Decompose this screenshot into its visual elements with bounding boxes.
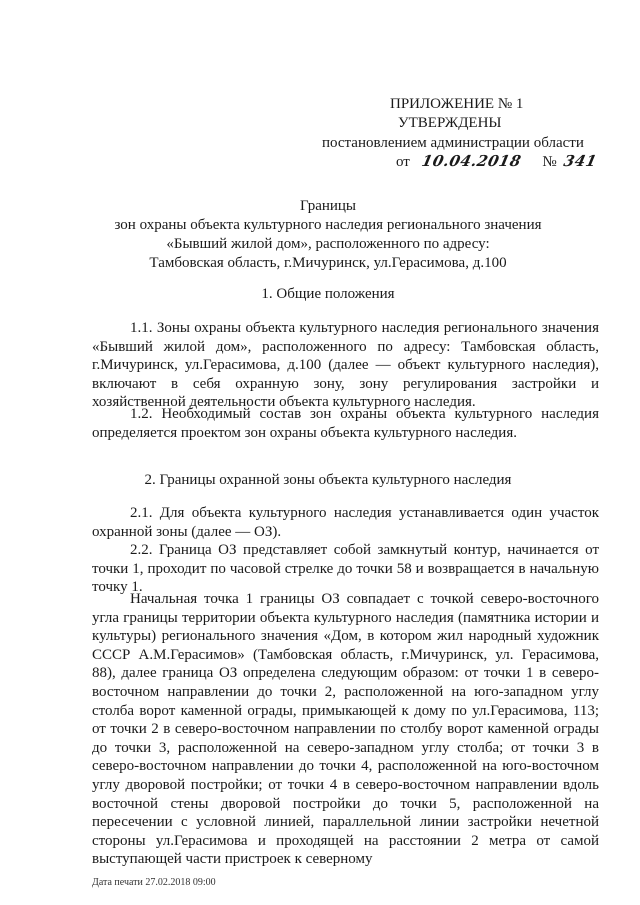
appendix-label: ПРИЛОЖЕНИЕ № 1 <box>390 96 524 112</box>
handwritten-number: 341 <box>562 152 600 170</box>
section-1-heading: 1. Общие положения <box>261 286 395 302</box>
paragraph-1-1: 1.1. Зоны охраны объекта культурного наследия регионального значения «Бывший жилой дом», расположенного по адресу: Тамбовская область, г.Мичуринск, ул.Герасимова, д.100 (далее — объект культурного наследия), включают в себя охранную зону, зону регулирования застройки и хозяйственной деятельности объекта культурного наследия. <box>92 320 599 411</box>
paragraph-2-1: 2.1. Для объекта культурного наследия устанавливается один участок охранной зоны (далее — ОЗ). <box>92 505 599 540</box>
title-line-4: Тамбовская область, г.Мичуринск, ул.Герасимова, д.100 <box>149 255 507 271</box>
from-label: от <box>396 154 410 170</box>
paragraph-1-2: 1.2. Необходимый состав зон охраны объекта культурного наследия определяется проектом зон охраны объекта культурного наследия. <box>92 406 599 441</box>
title-line-2: зон охраны объекта культурного наследия регионального значения <box>114 217 542 233</box>
approved-label: УТВЕРЖДЕНЫ <box>398 115 502 131</box>
print-date-footer: Дата печати 27.02.2018 09:00 <box>92 877 216 888</box>
decree-label: постановлением администрации области <box>322 135 584 151</box>
handwritten-date: 10.04.2018 <box>419 152 523 170</box>
title-line-1: Границы <box>299 198 357 214</box>
date-number-line <box>396 151 600 172</box>
title-line-3: «Бывший жилой дом», расположенного по адресу: <box>166 236 490 252</box>
number-label: № <box>542 154 557 170</box>
paragraph-2-3: Начальная точка 1 границы ОЗ совпадает с точкой северо-восточного угла границы территории объекта культурного наследия (памятника истории и культуры) регионального значения «Дом, в котором жил народный художник СССР А.М.Герасимов» (Тамбовская область, г.Мичуринск, ул. Герасимова, 88), далее граница ОЗ определена следующим образом: от точки 1 в северо-восточном направлении до точки 2, расположенной на юго-западном углу столба ворот каменной ограды, примыкающей к дому по ул.Герасимова, 113; от точки 2 в северо-восточном направлении по столбу ворот каменной ограды до точки 3, расположенной на северо-западном углу столба; от точки 3 в северо-восточном направлении до точки 4, расположенной на юго-восточном углу дворовой постройки; от точки 4 в северо-восточном направлении вдоль восточной стены дворовой постройки до точки 5, расположенной на пересечении с условной линией, параллельной линии застройки нечетной стороны ул.Герасимова и проходящей на расстоянии 2 метра от самой выступающей части пристроек к северному <box>92 591 599 868</box>
document-title <box>0 197 640 273</box>
section-2-heading: 2. Границы охранной зоны объекта культурного наследия <box>144 472 512 488</box>
paragraph-2-2: 2.2. Граница ОЗ представляет собой замкнутый контур, начинается от точки 1, проходит по часовой стрелке до точки 58 и возвращается в начальную точку 1. <box>92 542 599 596</box>
